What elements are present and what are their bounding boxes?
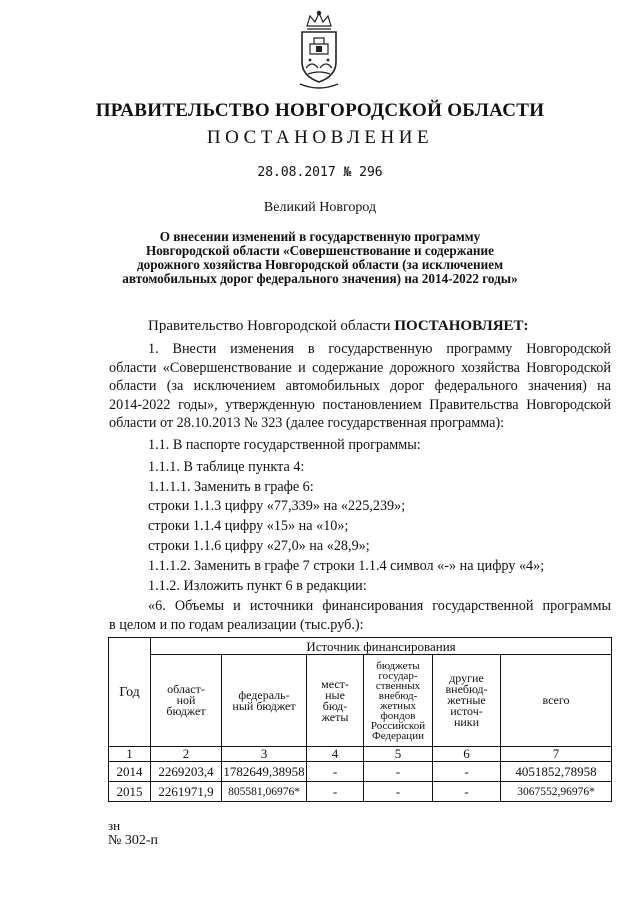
- table-cell: 3067552,96976*: [501, 782, 612, 802]
- document-subject: О внесении изменений в государственную программу Новгородской области «Совершенствование и содержание дорожного хозяйства Новгородской области (за исключением автомобильных дорог федерального значения) на 2014-2022 годы»: [122, 229, 518, 286]
- table-cell: 1782649,38958: [222, 762, 307, 782]
- column-header-local: мест- ные бюд- жеты: [307, 655, 364, 747]
- paragraph-1: [109, 340, 611, 433]
- list-line: 1.1.1.2. Заменить в графе 7 строки 1.1.4 символ «-» на цифру «4»;: [148, 558, 545, 574]
- document-date-number: 28.08.2017 № 296: [257, 165, 383, 180]
- decree-statement: [148, 318, 529, 335]
- paragraph-line: области от 28.10.2013 № 323 (далее государственная программа):: [109, 415, 505, 431]
- table-cell: -: [364, 782, 433, 802]
- list-line: 1.1.2. Изложить пункт 6 в редакции:: [148, 578, 367, 594]
- organization-title: ПРАВИТЕЛЬСТВО НОВГОРОДСКОЙ ОБЛАСТИ: [95, 100, 545, 121]
- table-cell: 2269203,4: [151, 762, 222, 782]
- decree-lead: Правительство Новгородской области: [148, 318, 395, 334]
- table-cell: -: [307, 782, 364, 802]
- decree-verb: ПОСТАНОВЛЯЕТ:: [394, 318, 529, 334]
- list-line: 1.1. В паспорте государственной программы:: [148, 437, 421, 453]
- column-number: 7: [501, 747, 612, 762]
- paragraph-line: области (за исключением автомобильных дорог федерального значения) на: [109, 378, 611, 394]
- document-city: Великий Новгород: [263, 200, 377, 215]
- table-cell: 2015: [109, 782, 151, 802]
- footer-mark: зн: [108, 818, 121, 833]
- table-cell: 2014: [109, 762, 151, 782]
- column-number: 1: [109, 747, 151, 762]
- column-number: 4: [307, 747, 364, 762]
- list-line: 1.1.1. В таблице пункта 4:: [148, 459, 305, 475]
- column-group-header: Источник финансирования: [151, 638, 612, 655]
- table-cell: 805581,06976*: [222, 782, 307, 802]
- column-header-other: другие внебюд- жетные источ- ники: [433, 655, 501, 747]
- column-number: 6: [433, 747, 501, 762]
- column-header-federal: федераль- ный бюджет: [222, 655, 307, 747]
- paragraph-line: области «Совершенствование и содержание дорожного хозяйства Новгородской: [109, 359, 611, 376]
- column-number: 5: [364, 747, 433, 762]
- list-line: строки 1.1.4 цифру «15» на «10»;: [148, 518, 349, 534]
- column-number: 3: [222, 747, 307, 762]
- paragraph-2: [109, 597, 611, 634]
- paragraph-line: в целом и по годам реализации (тыс.руб.):: [109, 616, 364, 633]
- paragraph-line: «6. Объемы и источники финансирования государственной программы: [148, 598, 611, 614]
- column-number: 2: [151, 747, 222, 762]
- table-cell: -: [307, 762, 364, 782]
- financing-table: [108, 637, 612, 802]
- paragraph-line: 2014-2022 годы», утвержденную постановлением Правительства Новгородской: [109, 396, 611, 413]
- column-header-regional: област- ной бюджет: [151, 655, 222, 747]
- paragraph-line: 1. Внести изменения в государственную программу Новгородской: [148, 341, 611, 357]
- table-cell: 2261971,9: [151, 782, 222, 802]
- list-line: строки 1.1.6 цифру «27,0» на «28,9»;: [148, 538, 370, 554]
- table-cell: 4051852,78958: [501, 762, 612, 782]
- column-header-total: всего: [501, 655, 612, 747]
- table-cell: -: [433, 782, 501, 802]
- table-cell: -: [433, 762, 501, 782]
- document-type: ПОСТАНОВЛЕНИЕ: [206, 127, 434, 148]
- coat-of-arms-emblem: [296, 10, 342, 94]
- list-line: строки 1.1.3 цифру «77,339» на «225,239»;: [148, 498, 406, 514]
- column-header-year: Год: [109, 638, 151, 747]
- footer-number: № 302-п: [108, 833, 159, 848]
- table-cell: -: [364, 762, 433, 782]
- list-line: 1.1.1.1. Заменить в графе 6:: [148, 479, 314, 495]
- column-header-extrabudget: бюджеты государ- ственных внебюд- жетных фондов Российской Федерации: [364, 655, 433, 747]
